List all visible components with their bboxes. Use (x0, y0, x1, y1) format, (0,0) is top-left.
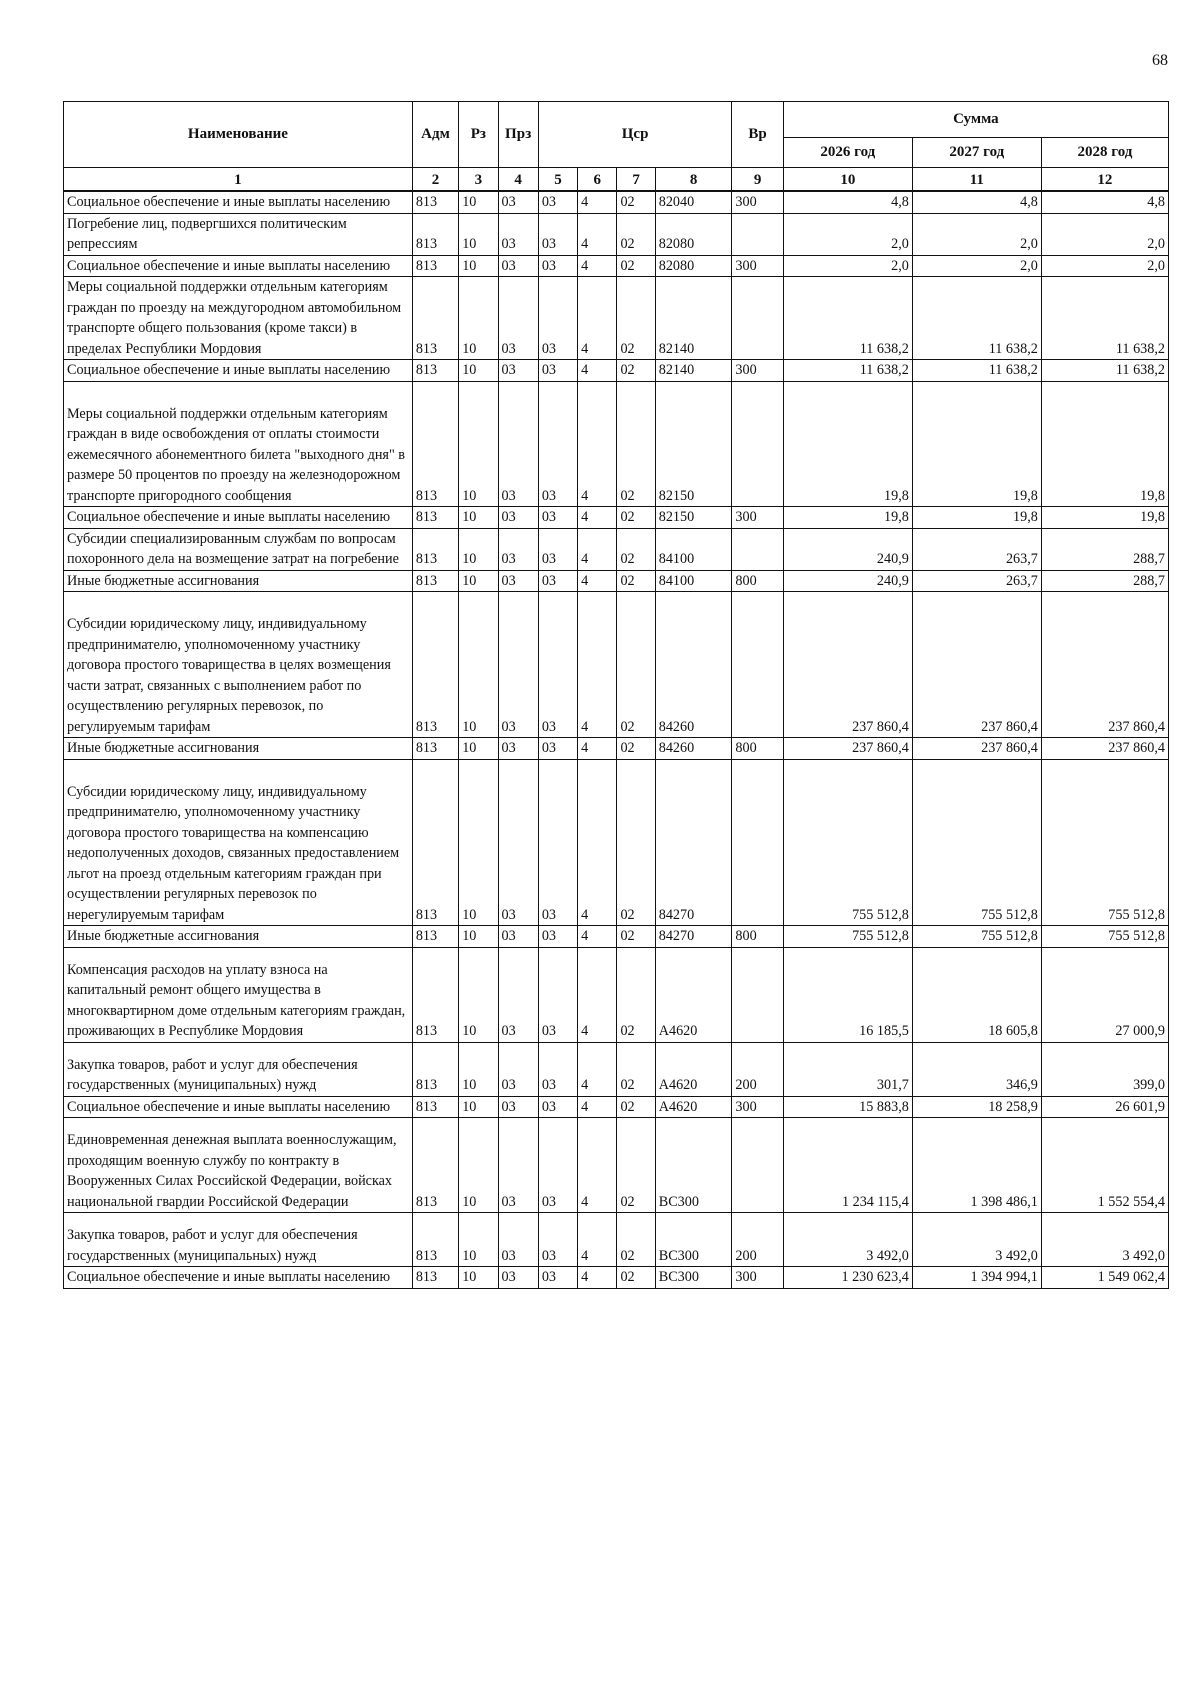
row-prz: 03 (498, 570, 538, 592)
row-adm: 813 (412, 926, 458, 948)
row-amount-2027: 1 398 486,1 (912, 1118, 1041, 1213)
column-number: 5 (538, 168, 577, 192)
row-amount-2026: 240,9 (783, 570, 912, 592)
row-prz: 03 (498, 1213, 538, 1267)
row-prz: 03 (498, 191, 538, 213)
table-row (64, 1096, 1169, 1118)
table-row (64, 1267, 1169, 1289)
row-vr: 300 (732, 507, 783, 529)
row-amount-2026: 237 860,4 (783, 738, 912, 760)
row-rz: 10 (459, 255, 498, 277)
row-vr: 800 (732, 738, 783, 760)
header-csr: Цср (538, 102, 732, 168)
row-adm: 813 (412, 255, 458, 277)
budget-table (63, 101, 1169, 1289)
row-amount-2026: 19,8 (783, 507, 912, 529)
row-csr-part3: 02 (617, 1042, 655, 1096)
row-csr-part4: 84260 (655, 738, 732, 760)
row-csr-part2: 4 (578, 926, 617, 948)
row-prz: 03 (498, 1042, 538, 1096)
column-number: 9 (732, 168, 783, 192)
row-vr: 800 (732, 570, 783, 592)
row-csr-part1: 03 (538, 1213, 577, 1267)
row-csr-part3: 02 (617, 1118, 655, 1213)
row-name: Социальное обеспечение и иные выплаты населению (64, 1267, 413, 1289)
row-amount-2028: 1 549 062,4 (1041, 1267, 1168, 1289)
row-amount-2026: 2,0 (783, 213, 912, 255)
row-csr-part4: 82040 (655, 191, 732, 213)
row-adm: 813 (412, 507, 458, 529)
row-csr-part1: 03 (538, 191, 577, 213)
row-csr-part2: 4 (578, 592, 617, 738)
row-vr: 300 (732, 360, 783, 382)
row-amount-2026: 755 512,8 (783, 759, 912, 926)
row-adm: 813 (412, 1096, 458, 1118)
row-amount-2026: 1 234 115,4 (783, 1118, 912, 1213)
row-amount-2027: 237 860,4 (912, 738, 1041, 760)
row-csr-part1: 03 (538, 759, 577, 926)
row-amount-2026: 19,8 (783, 381, 912, 507)
row-amount-2027: 19,8 (912, 507, 1041, 529)
row-csr-part4: 82080 (655, 255, 732, 277)
row-prz: 03 (498, 738, 538, 760)
row-amount-2028: 237 860,4 (1041, 592, 1168, 738)
row-prz: 03 (498, 947, 538, 1042)
row-csr-part3: 02 (617, 570, 655, 592)
table-row (64, 1118, 1169, 1213)
row-prz: 03 (498, 926, 538, 948)
row-rz: 10 (459, 381, 498, 507)
row-prz: 03 (498, 592, 538, 738)
row-csr-part1: 03 (538, 528, 577, 570)
row-csr-part3: 02 (617, 213, 655, 255)
row-amount-2027: 263,7 (912, 528, 1041, 570)
row-rz: 10 (459, 1213, 498, 1267)
row-adm: 813 (412, 947, 458, 1042)
row-csr-part4: 82140 (655, 277, 732, 360)
row-csr-part4: 84270 (655, 759, 732, 926)
row-csr-part1: 03 (538, 592, 577, 738)
row-name: Социальное обеспечение и иные выплаты населению (64, 255, 413, 277)
row-amount-2027: 755 512,8 (912, 759, 1041, 926)
row-csr-part3: 02 (617, 381, 655, 507)
row-prz: 03 (498, 277, 538, 360)
row-amount-2028: 288,7 (1041, 528, 1168, 570)
row-amount-2027: 237 860,4 (912, 592, 1041, 738)
row-csr-part1: 03 (538, 255, 577, 277)
row-csr-part3: 02 (617, 1213, 655, 1267)
row-adm: 813 (412, 1118, 458, 1213)
row-amount-2028: 288,7 (1041, 570, 1168, 592)
row-vr (732, 759, 783, 926)
row-adm: 813 (412, 1213, 458, 1267)
row-csr-part1: 03 (538, 1267, 577, 1289)
row-vr (732, 947, 783, 1042)
header-vr: Вр (732, 102, 783, 168)
row-csr-part2: 4 (578, 738, 617, 760)
row-amount-2026: 4,8 (783, 191, 912, 213)
table-row (64, 570, 1169, 592)
row-csr-part4: ВС300 (655, 1267, 732, 1289)
row-name: Иные бюджетные ассигнования (64, 926, 413, 948)
row-vr: 200 (732, 1042, 783, 1096)
row-csr-part1: 03 (538, 1118, 577, 1213)
row-adm: 813 (412, 191, 458, 213)
row-csr-part3: 02 (617, 507, 655, 529)
row-amount-2026: 755 512,8 (783, 926, 912, 948)
page-number: 68 (1152, 52, 1168, 69)
row-vr: 300 (732, 255, 783, 277)
row-name: Социальное обеспечение и иные выплаты населению (64, 191, 413, 213)
row-amount-2028: 1 552 554,4 (1041, 1118, 1168, 1213)
table-row (64, 191, 1169, 213)
row-csr-part1: 03 (538, 381, 577, 507)
row-csr-part4: 82150 (655, 381, 732, 507)
row-amount-2026: 1 230 623,4 (783, 1267, 912, 1289)
row-amount-2027: 19,8 (912, 381, 1041, 507)
row-csr-part1: 03 (538, 277, 577, 360)
row-amount-2028: 755 512,8 (1041, 926, 1168, 948)
row-vr (732, 213, 783, 255)
row-name: Единовременная денежная выплата военнослужащим, проходящим военную службу по контракту в Вооруженных Силах Российской Федерации, войсках национальной гвардии Российской Федерации (64, 1118, 413, 1213)
row-csr-part1: 03 (538, 1042, 577, 1096)
row-rz: 10 (459, 947, 498, 1042)
table-row (64, 381, 1169, 507)
row-csr-part3: 02 (617, 947, 655, 1042)
row-name: Социальное обеспечение и иные выплаты населению (64, 507, 413, 529)
row-rz: 10 (459, 213, 498, 255)
row-name: Закупка товаров, работ и услуг для обеспечения государственных (муниципальных) нужд (64, 1042, 413, 1096)
row-name: Социальное обеспечение и иные выплаты населению (64, 1096, 413, 1118)
row-csr-part2: 4 (578, 360, 617, 382)
column-number: 8 (655, 168, 732, 192)
row-rz: 10 (459, 1118, 498, 1213)
table-row (64, 213, 1169, 255)
row-amount-2027: 3 492,0 (912, 1213, 1041, 1267)
row-csr-part4: А4620 (655, 947, 732, 1042)
row-prz: 03 (498, 1118, 538, 1213)
row-name: Субсидии юридическому лицу, индивидуальному предпринимателю, уполномоченному участнику договора простого товарищества в целях возмещения части затрат, связанных с выполнением работ по осуществлению регулярных перевозок, по регулируемым тарифам (64, 592, 413, 738)
row-adm: 813 (412, 738, 458, 760)
column-number: 10 (783, 168, 912, 192)
row-amount-2028: 19,8 (1041, 507, 1168, 529)
row-prz: 03 (498, 759, 538, 926)
row-amount-2027: 346,9 (912, 1042, 1041, 1096)
row-amount-2027: 18 605,8 (912, 947, 1041, 1042)
row-csr-part1: 03 (538, 926, 577, 948)
row-prz: 03 (498, 1096, 538, 1118)
row-rz: 10 (459, 1267, 498, 1289)
row-csr-part1: 03 (538, 507, 577, 529)
row-vr: 300 (732, 191, 783, 213)
row-csr-part2: 4 (578, 570, 617, 592)
row-amount-2028: 3 492,0 (1041, 1213, 1168, 1267)
row-rz: 10 (459, 592, 498, 738)
row-vr (732, 592, 783, 738)
row-csr-part4: 82150 (655, 507, 732, 529)
row-rz: 10 (459, 507, 498, 529)
row-vr: 200 (732, 1213, 783, 1267)
row-csr-part1: 03 (538, 738, 577, 760)
row-prz: 03 (498, 528, 538, 570)
row-csr-part2: 4 (578, 1267, 617, 1289)
row-csr-part2: 4 (578, 191, 617, 213)
row-rz: 10 (459, 528, 498, 570)
row-csr-part4: 84260 (655, 592, 732, 738)
row-adm: 813 (412, 592, 458, 738)
row-csr-part3: 02 (617, 255, 655, 277)
row-amount-2026: 240,9 (783, 528, 912, 570)
row-prz: 03 (498, 507, 538, 529)
row-adm: 813 (412, 360, 458, 382)
column-number: 11 (912, 168, 1041, 192)
row-rz: 10 (459, 1096, 498, 1118)
row-csr-part2: 4 (578, 507, 617, 529)
table-row (64, 592, 1169, 738)
row-name: Социальное обеспечение и иные выплаты населению (64, 360, 413, 382)
row-amount-2028: 11 638,2 (1041, 277, 1168, 360)
row-prz: 03 (498, 1267, 538, 1289)
row-csr-part4: 84270 (655, 926, 732, 948)
row-adm: 813 (412, 213, 458, 255)
row-amount-2026: 3 492,0 (783, 1213, 912, 1267)
column-number: 6 (578, 168, 617, 192)
row-csr-part1: 03 (538, 1096, 577, 1118)
table-row (64, 926, 1169, 948)
row-rz: 10 (459, 570, 498, 592)
header-year-2026: 2026 год (783, 138, 912, 168)
row-csr-part2: 4 (578, 277, 617, 360)
row-amount-2028: 4,8 (1041, 191, 1168, 213)
row-amount-2027: 755 512,8 (912, 926, 1041, 948)
header-rz: Рз (459, 102, 498, 168)
row-amount-2027: 11 638,2 (912, 360, 1041, 382)
row-amount-2026: 237 860,4 (783, 592, 912, 738)
row-rz: 10 (459, 1042, 498, 1096)
column-number: 4 (498, 168, 538, 192)
row-adm: 813 (412, 1267, 458, 1289)
row-amount-2027: 1 394 994,1 (912, 1267, 1041, 1289)
row-csr-part4: А4620 (655, 1042, 732, 1096)
row-name: Субсидии специализированным службам по вопросам похоронного дела на возмещение затрат на погребение (64, 528, 413, 570)
row-csr-part3: 02 (617, 926, 655, 948)
column-numbers-row (64, 168, 1169, 192)
header-sum: Сумма (783, 102, 1168, 138)
row-rz: 10 (459, 277, 498, 360)
column-number: 3 (459, 168, 498, 192)
row-amount-2028: 399,0 (1041, 1042, 1168, 1096)
row-amount-2027: 18 258,9 (912, 1096, 1041, 1118)
row-csr-part2: 4 (578, 759, 617, 926)
row-csr-part2: 4 (578, 1118, 617, 1213)
row-adm: 813 (412, 759, 458, 926)
row-amount-2027: 11 638,2 (912, 277, 1041, 360)
row-name: Закупка товаров, работ и услуг для обеспечения государственных (муниципальных) нужд (64, 1213, 413, 1267)
row-prz: 03 (498, 213, 538, 255)
row-amount-2028: 237 860,4 (1041, 738, 1168, 760)
header-adm: Адм (412, 102, 458, 168)
header-name: Наименование (64, 102, 413, 168)
row-amount-2028: 19,8 (1041, 381, 1168, 507)
row-csr-part3: 02 (617, 1096, 655, 1118)
row-name: Иные бюджетные ассигнования (64, 570, 413, 592)
row-amount-2026: 11 638,2 (783, 277, 912, 360)
row-amount-2026: 11 638,2 (783, 360, 912, 382)
row-csr-part2: 4 (578, 947, 617, 1042)
row-amount-2027: 2,0 (912, 255, 1041, 277)
row-vr (732, 277, 783, 360)
row-vr (732, 1118, 783, 1213)
table-row (64, 507, 1169, 529)
row-adm: 813 (412, 528, 458, 570)
row-adm: 813 (412, 381, 458, 507)
row-adm: 813 (412, 277, 458, 360)
header-prz: Прз (498, 102, 538, 168)
row-amount-2026: 15 883,8 (783, 1096, 912, 1118)
row-csr-part4: 82140 (655, 360, 732, 382)
row-name: Меры социальной поддержки отдельным категориям граждан по проезду на междугородном автомобильном транспорте общего пользования (кроме такси) в пределах Республики Мордовия (64, 277, 413, 360)
row-csr-part3: 02 (617, 592, 655, 738)
row-vr (732, 381, 783, 507)
table-row (64, 528, 1169, 570)
row-csr-part3: 02 (617, 1267, 655, 1289)
row-csr-part4: 82080 (655, 213, 732, 255)
table-row (64, 277, 1169, 360)
row-csr-part1: 03 (538, 213, 577, 255)
row-name: Субсидии юридическому лицу, индивидуальному предпринимателю, уполномоченному участнику договора простого товарищества на компенсацию недополученных доходов, связанных предоставлением льгот на проезд отдельным категориям граждан при осуществлении регулярных перевозок по нерегулируемым тарифам (64, 759, 413, 926)
table-row (64, 1042, 1169, 1096)
row-name: Меры социальной поддержки отдельным категориям граждан в виде освобождения от оплаты стоимости ежемесячного абонементного билета "выходного дня" в размере 50 процентов по проезду на железнодорожном транспорте пригородного сообщения (64, 381, 413, 507)
row-amount-2028: 2,0 (1041, 213, 1168, 255)
row-csr-part2: 4 (578, 1213, 617, 1267)
row-csr-part3: 02 (617, 738, 655, 760)
row-amount-2027: 2,0 (912, 213, 1041, 255)
row-rz: 10 (459, 926, 498, 948)
row-csr-part4: 84100 (655, 528, 732, 570)
row-csr-part4: А4620 (655, 1096, 732, 1118)
column-number: 12 (1041, 168, 1168, 192)
row-rz: 10 (459, 191, 498, 213)
row-prz: 03 (498, 255, 538, 277)
row-adm: 813 (412, 570, 458, 592)
row-csr-part2: 4 (578, 1096, 617, 1118)
row-csr-part3: 02 (617, 277, 655, 360)
row-amount-2026: 2,0 (783, 255, 912, 277)
table-row (64, 759, 1169, 926)
table-row (64, 360, 1169, 382)
row-csr-part3: 02 (617, 528, 655, 570)
header-year-2027: 2027 год (912, 138, 1041, 168)
row-rz: 10 (459, 759, 498, 926)
row-amount-2028: 755 512,8 (1041, 759, 1168, 926)
row-amount-2027: 4,8 (912, 191, 1041, 213)
column-number: 1 (64, 168, 413, 192)
column-number: 2 (412, 168, 458, 192)
row-vr: 300 (732, 1096, 783, 1118)
row-csr-part3: 02 (617, 360, 655, 382)
row-csr-part2: 4 (578, 381, 617, 507)
row-amount-2028: 27 000,9 (1041, 947, 1168, 1042)
row-csr-part4: ВС300 (655, 1118, 732, 1213)
row-prz: 03 (498, 381, 538, 507)
row-vr: 800 (732, 926, 783, 948)
row-name: Компенсация расходов на уплату взноса на капитальный ремонт общего имущества в многоквартирном доме отдельным категориям граждан, проживающих в Республике Мордовия (64, 947, 413, 1042)
row-csr-part3: 02 (617, 191, 655, 213)
row-vr: 300 (732, 1267, 783, 1289)
table-header (64, 102, 1169, 168)
row-name: Иные бюджетные ассигнования (64, 738, 413, 760)
table-row (64, 255, 1169, 277)
row-csr-part1: 03 (538, 360, 577, 382)
row-csr-part2: 4 (578, 1042, 617, 1096)
row-rz: 10 (459, 360, 498, 382)
row-prz: 03 (498, 360, 538, 382)
row-csr-part2: 4 (578, 528, 617, 570)
row-amount-2027: 263,7 (912, 570, 1041, 592)
row-amount-2026: 301,7 (783, 1042, 912, 1096)
row-csr-part3: 02 (617, 759, 655, 926)
row-csr-part4: ВС300 (655, 1213, 732, 1267)
row-csr-part1: 03 (538, 947, 577, 1042)
column-number: 7 (617, 168, 655, 192)
table-row (64, 947, 1169, 1042)
row-amount-2028: 26 601,9 (1041, 1096, 1168, 1118)
row-name: Погребение лиц, подвергшихся политическим репрессиям (64, 213, 413, 255)
row-csr-part4: 84100 (655, 570, 732, 592)
row-vr (732, 528, 783, 570)
row-adm: 813 (412, 1042, 458, 1096)
row-csr-part2: 4 (578, 213, 617, 255)
row-amount-2028: 2,0 (1041, 255, 1168, 277)
row-csr-part2: 4 (578, 255, 617, 277)
row-csr-part1: 03 (538, 570, 577, 592)
header-year-2028: 2028 год (1041, 138, 1168, 168)
row-rz: 10 (459, 738, 498, 760)
table-row (64, 738, 1169, 760)
row-amount-2026: 16 185,5 (783, 947, 912, 1042)
table-row (64, 1213, 1169, 1267)
table-body (64, 168, 1169, 1289)
row-amount-2028: 11 638,2 (1041, 360, 1168, 382)
